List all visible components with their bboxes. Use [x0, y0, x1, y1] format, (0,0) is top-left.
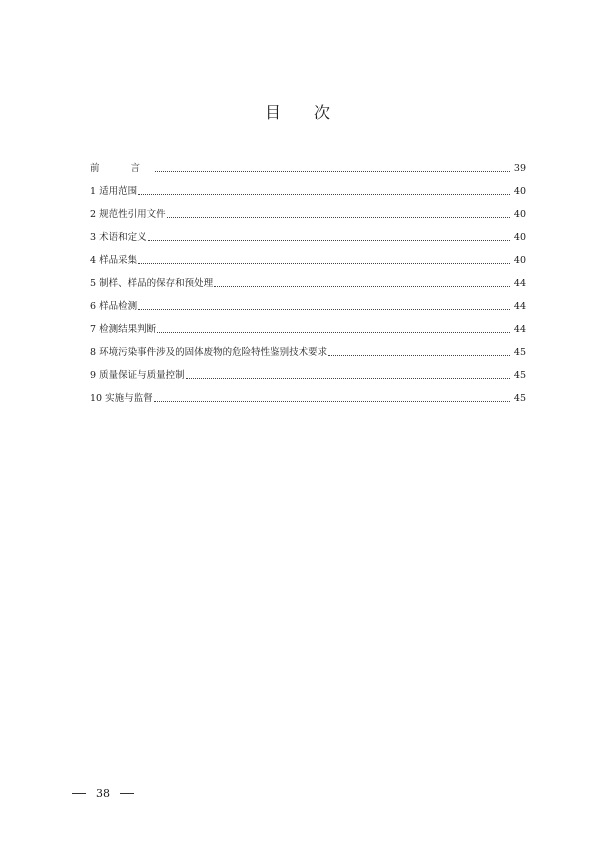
- toc-entry-label: 1 适用范围: [90, 186, 138, 197]
- toc-leader-dots: [155, 170, 510, 172]
- page-footer: [72, 787, 134, 800]
- toc-entry-page: 45: [513, 393, 526, 404]
- toc-leader-dots: [157, 331, 510, 333]
- toc-leader-dots: [138, 193, 510, 195]
- toc-leader-dots: [148, 239, 510, 241]
- toc-entry[interactable]: [90, 244, 526, 267]
- toc-leader-dots: [167, 216, 510, 218]
- toc-entry-label: 8 环境污染事件涉及的固体废物的危险特性鉴别技术要求: [90, 347, 328, 358]
- toc-entry[interactable]: [90, 336, 526, 359]
- toc-entry-label: 3 术语和定义: [90, 232, 147, 243]
- toc-entry-page: 45: [513, 370, 526, 381]
- toc-entry[interactable]: [90, 359, 526, 382]
- toc-entry-page: 40: [513, 186, 526, 197]
- toc-entry[interactable]: [90, 221, 526, 244]
- toc-entry-label: 6 样品检测: [90, 301, 138, 312]
- toc-entry-page: 39: [513, 163, 526, 174]
- toc-entry[interactable]: [90, 267, 526, 290]
- toc-entry[interactable]: [90, 313, 526, 336]
- footer-dash-left: [72, 793, 86, 794]
- toc-entry-page: 44: [513, 324, 526, 335]
- toc-leader-dots: [328, 354, 510, 356]
- toc-entry[interactable]: [90, 152, 526, 175]
- toc-leader-dots: [186, 377, 510, 379]
- page-title: 目 次: [264, 103, 345, 122]
- toc-entry-page: 44: [513, 278, 526, 289]
- toc-entry-label: 10 实施与监督: [90, 393, 153, 404]
- toc-entry-page: 45: [513, 347, 526, 358]
- toc-entry[interactable]: [90, 290, 526, 313]
- toc-leader-dots: [214, 285, 510, 287]
- toc-entry-label: 5 制样、样品的保存和预处理: [90, 278, 214, 289]
- toc-leader-dots: [138, 308, 510, 310]
- toc-entry[interactable]: [90, 175, 526, 198]
- toc-entry[interactable]: [90, 198, 526, 221]
- table-of-contents: [90, 152, 526, 405]
- toc-leader-dots: [154, 400, 510, 402]
- toc-entry-label: 2 规范性引用文件: [90, 209, 166, 220]
- toc-leader-dots: [138, 262, 510, 264]
- toc-entry[interactable]: [90, 382, 526, 405]
- toc-entry-page: 40: [513, 255, 526, 266]
- toc-entry-label: 前 言: [90, 163, 155, 174]
- toc-entry-page: 44: [513, 301, 526, 312]
- toc-entry-page: 40: [513, 232, 526, 243]
- page-number: 38: [96, 787, 110, 800]
- footer-dash-right: [120, 793, 134, 794]
- toc-entry-label: 7 检测结果判断: [90, 324, 157, 335]
- toc-entry-label: 9 质量保证与质量控制: [90, 370, 185, 381]
- toc-entry-label: 4 样品采集: [90, 255, 138, 266]
- toc-entry-page: 40: [513, 209, 526, 220]
